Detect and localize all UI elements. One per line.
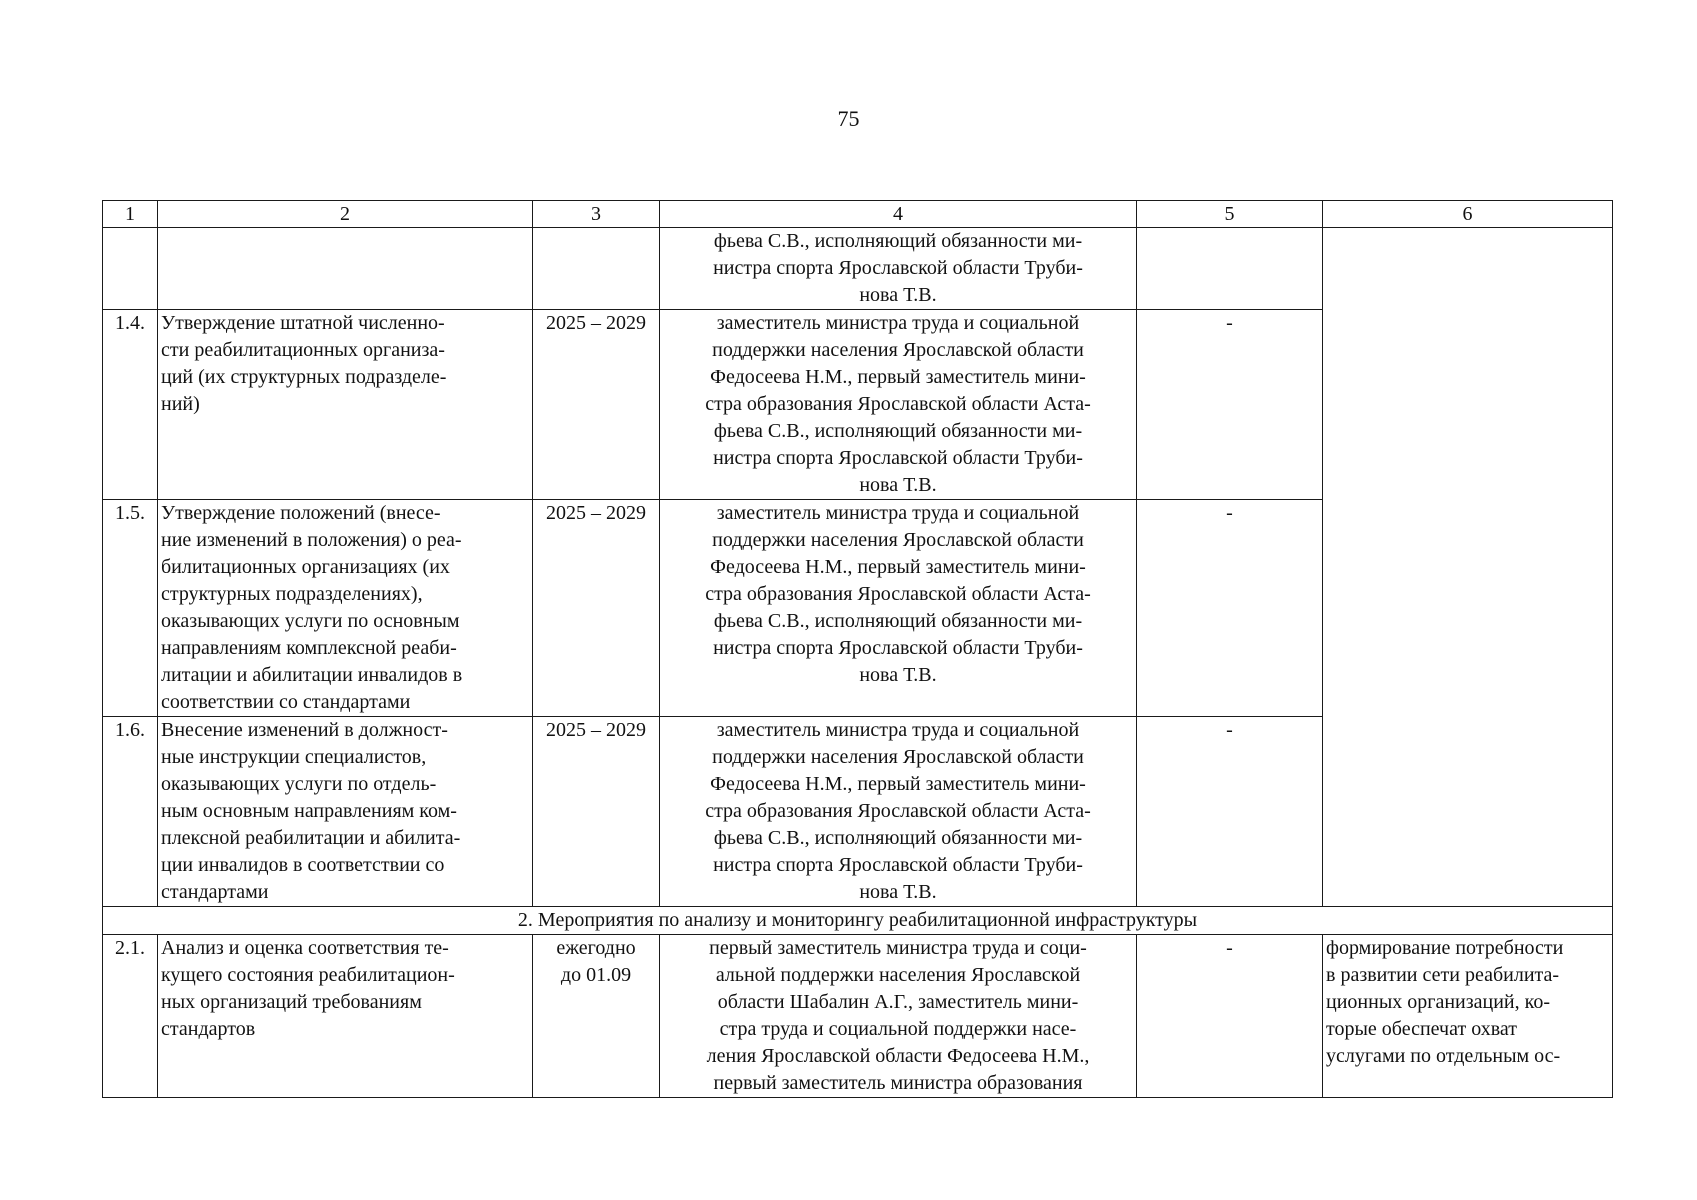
resp-line: стра образования Ярославской области Аста- bbox=[705, 393, 1091, 415]
period-line: ежегодно bbox=[556, 937, 636, 959]
text-line: ным основным направлениям ком- bbox=[161, 800, 457, 822]
text-line: плексной реабилитации и абилита- bbox=[161, 827, 461, 849]
resp-line: фьева С.В., исполняющий обязанности ми- bbox=[713, 230, 1083, 252]
resp-line: области Шабалин А.Г., заместитель мини- bbox=[717, 991, 1079, 1013]
row-number: 1.6. bbox=[103, 717, 158, 907]
cell-col5 bbox=[1137, 228, 1323, 310]
cell-num bbox=[103, 228, 158, 310]
activity-text bbox=[158, 500, 533, 717]
responsible bbox=[660, 500, 1137, 717]
activities-table bbox=[102, 200, 1613, 1098]
text-line: Анализ и оценка соответствия те- bbox=[161, 937, 449, 959]
resp-line: нова Т.В. bbox=[859, 284, 937, 306]
responsible bbox=[660, 310, 1137, 500]
period: 2025 – 2029 bbox=[533, 310, 660, 500]
header-col-6: 6 bbox=[1323, 201, 1613, 228]
text-line: литации и абилитации инвалидов в bbox=[161, 664, 463, 686]
text-line: Внесение изменений в должност- bbox=[161, 719, 448, 741]
header-row bbox=[103, 201, 1613, 228]
text-line: ные инструкции специалистов, bbox=[161, 746, 427, 768]
resp-line: нистра спорта Ярославской области Труби- bbox=[713, 854, 1083, 876]
resp-line: фьева С.В., исполняющий обязанности ми- bbox=[713, 610, 1083, 632]
cell-result-merged bbox=[1323, 228, 1613, 907]
resp-line: ления Ярославской области Федосеева Н.М., bbox=[706, 1045, 1090, 1067]
resp-line: поддержки населения Ярославской области bbox=[712, 339, 1084, 361]
period bbox=[533, 935, 660, 1098]
resp-line: стра образования Ярославской области Аста- bbox=[705, 583, 1091, 605]
section-heading-row bbox=[103, 907, 1613, 935]
col5-value: - bbox=[1137, 935, 1323, 1098]
resp-line: первый заместитель министра образования bbox=[713, 1072, 1083, 1094]
header-col-3: 3 bbox=[533, 201, 660, 228]
resp-line: нистра спорта Ярославской области Труби- bbox=[713, 257, 1083, 279]
text-line: кущего состояния реабилитацион- bbox=[161, 964, 455, 986]
resp-line: нистра спорта Ярославской области Труби- bbox=[713, 637, 1083, 659]
header-col-1: 1 bbox=[103, 201, 158, 228]
period: 2025 – 2029 bbox=[533, 500, 660, 717]
col5-value: - bbox=[1137, 717, 1323, 907]
resp-line: альной поддержки населения Ярославской bbox=[715, 964, 1081, 986]
result-line: в развитии сети реабилита- bbox=[1326, 964, 1560, 986]
page-number: 75 bbox=[837, 106, 860, 131]
resp-line: заместитель министра труда и социальной bbox=[716, 502, 1080, 524]
text-line: ций (их структурных подразделе- bbox=[161, 366, 447, 388]
resp-line: нова Т.В. bbox=[859, 474, 937, 496]
responsible bbox=[660, 935, 1137, 1098]
resp-line: поддержки населения Ярославской области bbox=[712, 529, 1084, 551]
resp-line: заместитель министра труда и социальной bbox=[716, 719, 1080, 741]
resp-line: Федосеева Н.М., первый заместитель мини- bbox=[710, 556, 1086, 578]
text-line: стандартов bbox=[161, 1018, 256, 1040]
col5-value: - bbox=[1137, 310, 1323, 500]
cell-text bbox=[158, 228, 533, 310]
resp-line: нова Т.В. bbox=[859, 664, 937, 686]
activity-text bbox=[158, 935, 533, 1098]
period: 2025 – 2029 bbox=[533, 717, 660, 907]
text-line: оказывающих услуги по отдель- bbox=[161, 773, 437, 795]
expected-result bbox=[1323, 935, 1613, 1098]
result-line: торые обеспечат охват bbox=[1326, 1018, 1517, 1040]
responsible bbox=[660, 717, 1137, 907]
cell-responsible bbox=[660, 228, 1137, 310]
text-line: ных организаций требованиям bbox=[161, 991, 422, 1013]
resp-line: заместитель министра труда и социальной bbox=[716, 312, 1080, 334]
text-line: билитационных организациях (их bbox=[161, 556, 450, 578]
text-line: Утверждение положений (внесе- bbox=[161, 502, 441, 524]
text-line: ние изменений в положения) о реа- bbox=[161, 529, 462, 551]
text-line: направлениям комплексной реаби- bbox=[161, 637, 457, 659]
row-number: 1.5. bbox=[103, 500, 158, 717]
resp-line: фьева С.В., исполняющий обязанности ми- bbox=[713, 420, 1083, 442]
result-line: формирование потребности bbox=[1326, 937, 1564, 959]
resp-line: Федосеева Н.М., первый заместитель мини- bbox=[710, 366, 1086, 388]
header-col-5: 5 bbox=[1137, 201, 1323, 228]
text-line: Утверждение штатной численно- bbox=[161, 312, 445, 334]
resp-line: нистра спорта Ярославской области Труби- bbox=[713, 447, 1083, 469]
activity-text bbox=[158, 310, 533, 500]
section-title: 2. Мероприятия по анализу и мониторингу реабилитационной инфраструктуры bbox=[103, 907, 1613, 935]
resp-line: Федосеева Н.М., первый заместитель мини- bbox=[710, 773, 1086, 795]
row-number: 1.4. bbox=[103, 310, 158, 500]
resp-line: стра труда и социальной поддержки насе- bbox=[719, 1018, 1077, 1040]
text-line: стандартами bbox=[161, 881, 269, 903]
resp-line: нова Т.В. bbox=[859, 881, 937, 903]
resp-line: фьева С.В., исполняющий обязанности ми- bbox=[713, 827, 1083, 849]
text-line: сти реабилитационных организа- bbox=[161, 339, 445, 361]
text-line: оказывающих услуги по основным bbox=[161, 610, 460, 632]
result-line: ционных организаций, ко- bbox=[1326, 991, 1550, 1013]
result-line: услугами по отдельным ос- bbox=[1326, 1045, 1561, 1067]
text-line: соответствии со стандартами bbox=[161, 691, 411, 713]
col5-value: - bbox=[1137, 500, 1323, 717]
resp-line: поддержки населения Ярославской области bbox=[712, 746, 1084, 768]
table-row-2-1 bbox=[103, 935, 1613, 1098]
row-number: 2.1. bbox=[103, 935, 158, 1098]
text-line: структурных подразделениях), bbox=[161, 583, 423, 605]
period-line: до 01.09 bbox=[560, 964, 632, 986]
header-col-4: 4 bbox=[660, 201, 1137, 228]
continuation-row bbox=[103, 228, 1613, 310]
text-line: ний) bbox=[161, 393, 200, 415]
resp-line: стра образования Ярославской области Аста- bbox=[705, 800, 1091, 822]
activity-text bbox=[158, 717, 533, 907]
resp-line: первый заместитель министра труда и соци- bbox=[709, 937, 1087, 959]
header-col-2: 2 bbox=[158, 201, 533, 228]
text-line: ции инвалидов в соответствии со bbox=[161, 854, 445, 876]
cell-period bbox=[533, 228, 660, 310]
